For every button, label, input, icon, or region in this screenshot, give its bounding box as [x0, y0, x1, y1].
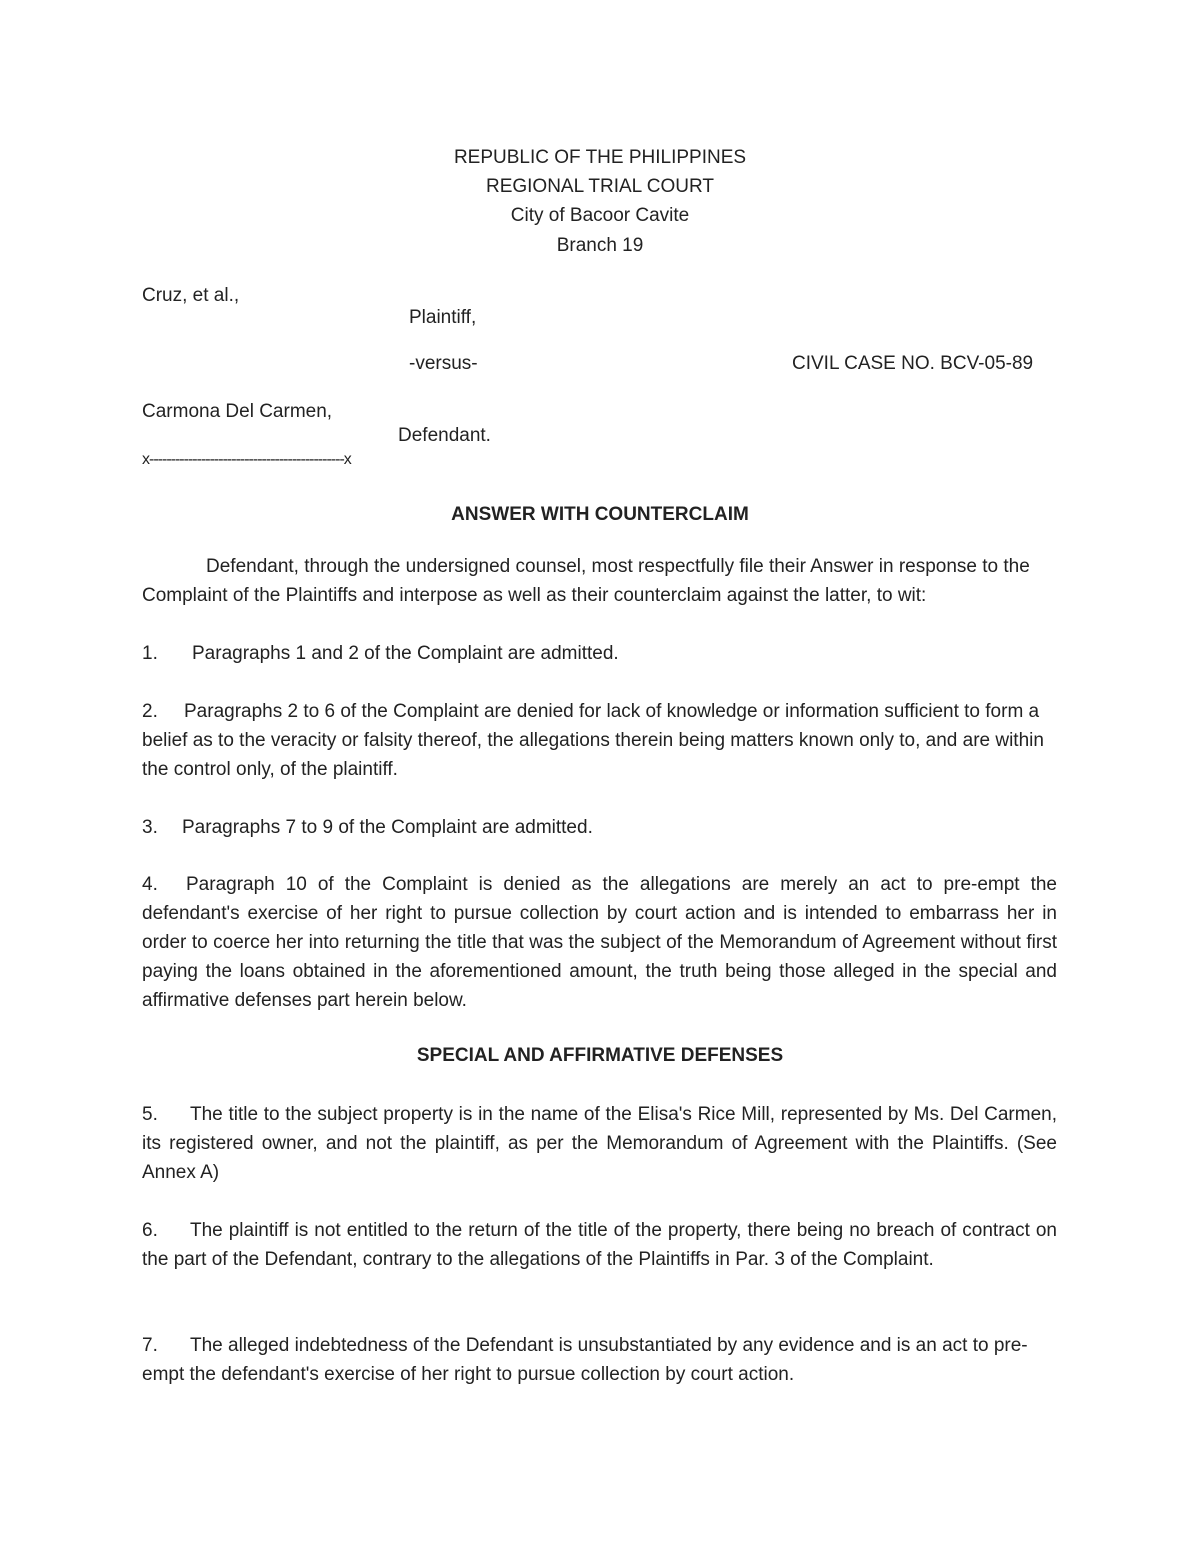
paragraph-text: The alleged indebtedness of the Defendant is unsubstantiated by any evidence and is an act to pre-empt the defendant's exercise of her right to pursue collection by court action.	[142, 1335, 1028, 1385]
paragraph-number: 5.	[142, 1104, 158, 1125]
plaintiff-name: Cruz, et al.,	[142, 285, 240, 306]
paragraph-number: 1.	[142, 643, 158, 664]
caption-separator: x---------------------------------------------x	[142, 451, 351, 468]
paragraph-text: Paragraphs 2 to 6 of the Complaint are denied for lack of knowledge or information sufficient to form a belief as to the veracity or falsity thereof, the allegations therein being matters known only to, and are within the control only, of the plaintiff.	[142, 701, 1044, 780]
paragraph-number: 4.	[142, 874, 158, 895]
paragraph-7	[142, 1331, 1057, 1389]
case-number: CIVIL CASE NO. BCV-05-89	[792, 353, 1034, 374]
paragraph-text: Paragraphs 7 to 9 of the Complaint are admitted.	[182, 817, 593, 838]
defendant-name: Carmona Del Carmen,	[142, 401, 333, 422]
plaintiff-role: Plaintiff,	[409, 307, 477, 328]
paragraph-4	[142, 870, 1057, 1015]
header-republic: REPUBLIC OF THE PHILIPPINES	[453, 147, 747, 168]
paragraph-text: The plaintiff is not entitled to the return of the title of the property, there being no breach of contract on the part of the Defendant, contrary to the allegations of the Plaintiffs in Par. 3 of the Complaint.	[142, 1220, 1057, 1270]
paragraph-number: 6.	[142, 1220, 158, 1241]
paragraph-number: 3.	[142, 817, 158, 838]
paragraph-2	[142, 697, 1057, 784]
paragraph-text: Paragraphs 1 and 2 of the Complaint are admitted.	[192, 643, 619, 664]
paragraph-text: The title to the subject property is in the name of the Elisa's Rice Mill, represented by Ms. Del Carmen, its registered owner, and not the plaintiff, as per the Memorandum of Agreement with the Plaintiffs. (See Annex A)	[142, 1104, 1057, 1183]
document-title: ANSWER WITH COUNTERCLAIM	[451, 504, 749, 525]
paragraph-6	[142, 1216, 1057, 1274]
paragraph-3	[142, 813, 1057, 842]
intro-paragraph: Defendant, through the undersigned counsel, most respectfully file their Answer in response to the Complaint of the Plaintiffs and interpose as well as their counterclaim against the latter, to wit:	[142, 556, 1030, 606]
section-title-defenses: SPECIAL AND AFFIRMATIVE DEFENSES	[416, 1045, 784, 1066]
defendant-role: Defendant.	[398, 425, 491, 446]
paragraph-text: Paragraph 10 of the Complaint is denied as the allegations are merely an act to pre-empt the defendant's exercise of her right to pursue collection by court action and is intended to embarrass her in order to coerce her into returning the title that was the subject of the Memorandum of Agreement without first paying the loans obtained in the aforementioned amount, the truth being those alleged in the special and affirmative defenses part herein below.	[142, 874, 1057, 1011]
paragraph-number: 2.	[142, 701, 158, 722]
versus-label: -versus-	[409, 353, 478, 374]
paragraph-number: 7.	[142, 1335, 158, 1356]
header-branch: Branch 19	[556, 235, 644, 256]
paragraph-5	[142, 1100, 1057, 1187]
paragraph-1	[142, 639, 1057, 668]
header-court: REGIONAL TRIAL COURT	[485, 176, 715, 197]
header-city: City of Bacoor Cavite	[510, 205, 690, 226]
